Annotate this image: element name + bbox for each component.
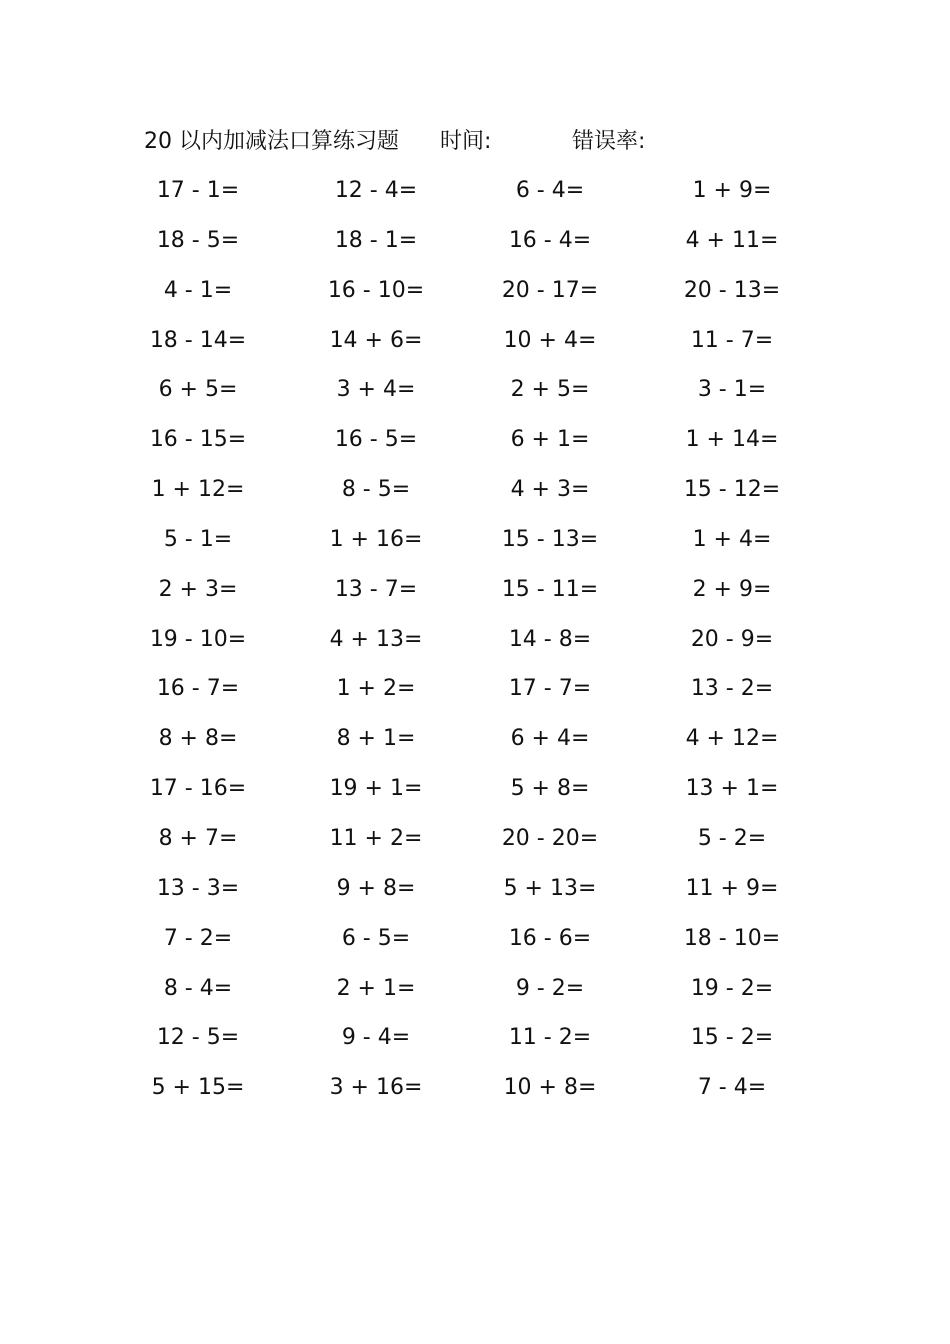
problem-item: 8 - 5= xyxy=(341,477,411,503)
problem-item: 11 + 9= xyxy=(685,875,779,901)
problem-item: 20 - 9= xyxy=(690,626,774,652)
problem-item: 1 + 12= xyxy=(151,477,245,503)
problem-item: 4 + 12= xyxy=(685,726,779,752)
problem-item: 20 - 17= xyxy=(501,277,599,303)
problem-item: 16 - 4= xyxy=(508,227,592,253)
problem-item: 11 + 2= xyxy=(329,825,423,851)
problem-item: 20 - 20= xyxy=(501,825,599,851)
problem-row xyxy=(0,918,950,968)
problem-item: 2 + 5= xyxy=(510,377,590,403)
problem-row xyxy=(0,968,950,1018)
problem-item: 8 + 1= xyxy=(336,726,416,752)
problem-item: 11 - 7= xyxy=(690,327,774,353)
problem-item: 8 + 8= xyxy=(158,726,238,752)
problem-item: 13 + 1= xyxy=(685,776,779,802)
problem-item: 13 - 7= xyxy=(334,576,418,602)
time-label: 时间: xyxy=(440,129,492,154)
problem-grid xyxy=(0,170,950,1117)
problem-item: 15 - 2= xyxy=(690,1025,774,1051)
problem-item: 1 + 16= xyxy=(329,526,423,552)
problem-item: 14 - 8= xyxy=(508,626,592,652)
problem-item: 16 - 6= xyxy=(508,925,592,951)
problem-row xyxy=(0,619,950,669)
problem-item: 19 - 10= xyxy=(149,626,247,652)
problem-item: 18 - 1= xyxy=(334,227,418,253)
problem-item: 5 + 13= xyxy=(503,875,597,901)
problem-item: 9 - 4= xyxy=(341,1025,411,1051)
problem-row xyxy=(0,369,950,419)
problem-item: 16 - 7= xyxy=(156,676,240,702)
problem-row xyxy=(0,818,950,868)
problem-item: 20 - 13= xyxy=(683,277,781,303)
problem-item: 18 - 14= xyxy=(149,327,247,353)
problem-item: 5 + 15= xyxy=(151,1075,245,1101)
problem-item: 19 + 1= xyxy=(329,776,423,802)
problem-item: 1 + 4= xyxy=(692,526,772,552)
problem-item: 4 + 3= xyxy=(510,477,590,503)
problem-row xyxy=(0,419,950,469)
problem-item: 12 - 4= xyxy=(334,178,418,203)
problem-item: 16 - 10= xyxy=(327,277,425,303)
problem-item: 16 - 15= xyxy=(149,427,247,453)
problem-item: 3 + 4= xyxy=(336,377,416,403)
problem-item: 1 + 9= xyxy=(692,178,772,203)
worksheet-title: 20 以内加减法口算练习题 xyxy=(144,129,399,154)
problem-item: 13 - 2= xyxy=(690,676,774,702)
problem-item: 13 - 3= xyxy=(156,875,240,901)
problem-row xyxy=(0,320,950,370)
problem-item: 11 - 2= xyxy=(508,1025,592,1051)
problem-row xyxy=(0,1017,950,1067)
problem-item: 4 + 13= xyxy=(329,626,423,652)
problem-item: 15 - 13= xyxy=(501,526,599,552)
problem-row xyxy=(0,1067,950,1117)
problem-item: 9 - 2= xyxy=(515,975,585,1001)
problem-item: 17 - 7= xyxy=(508,676,592,702)
problem-item: 8 - 4= xyxy=(163,975,233,1001)
problem-item: 4 - 1= xyxy=(163,277,233,303)
problem-item: 2 + 9= xyxy=(692,576,772,602)
problem-row xyxy=(0,768,950,818)
error-rate-label: 错误率: xyxy=(572,129,646,154)
problem-item: 15 - 12= xyxy=(683,477,781,503)
problem-item: 1 + 14= xyxy=(685,427,779,453)
problem-item: 12 - 5= xyxy=(156,1025,240,1051)
problem-item: 2 + 3= xyxy=(158,576,238,602)
problem-row xyxy=(0,270,950,320)
problem-item: 2 + 1= xyxy=(336,975,416,1001)
problem-item: 6 + 4= xyxy=(510,726,590,752)
problem-item: 10 + 4= xyxy=(503,327,597,353)
problem-row xyxy=(0,170,950,220)
problem-item: 16 - 5= xyxy=(334,427,418,453)
problem-item: 6 - 4= xyxy=(515,178,585,203)
problem-row xyxy=(0,668,950,718)
problem-item: 3 + 16= xyxy=(329,1075,423,1101)
problem-row xyxy=(0,718,950,768)
problem-item: 7 - 4= xyxy=(697,1075,767,1101)
problem-item: 6 + 5= xyxy=(158,377,238,403)
problem-row xyxy=(0,569,950,619)
problem-item: 8 + 7= xyxy=(158,825,238,851)
problem-row xyxy=(0,220,950,270)
problem-item: 6 - 5= xyxy=(341,925,411,951)
problem-item: 18 - 5= xyxy=(156,227,240,253)
problem-item: 7 - 2= xyxy=(163,925,233,951)
problem-item: 19 - 2= xyxy=(690,975,774,1001)
problem-item: 15 - 11= xyxy=(501,576,599,602)
problem-item: 3 - 1= xyxy=(697,377,767,403)
problem-item: 18 - 10= xyxy=(683,925,781,951)
problem-item: 5 - 2= xyxy=(697,825,767,851)
problem-row xyxy=(0,469,950,519)
problem-item: 17 - 1= xyxy=(156,178,240,203)
problem-item: 5 + 8= xyxy=(510,776,590,802)
problem-item: 1 + 2= xyxy=(336,676,416,702)
problem-row xyxy=(0,519,950,569)
problem-item: 10 + 8= xyxy=(503,1075,597,1101)
problem-item: 9 + 8= xyxy=(336,875,416,901)
problem-row xyxy=(0,868,950,918)
problem-item: 14 + 6= xyxy=(329,327,423,353)
problem-item: 6 + 1= xyxy=(510,427,590,453)
problem-item: 4 + 11= xyxy=(685,227,779,253)
problem-item: 17 - 16= xyxy=(149,776,247,802)
problem-item: 5 - 1= xyxy=(163,526,233,552)
